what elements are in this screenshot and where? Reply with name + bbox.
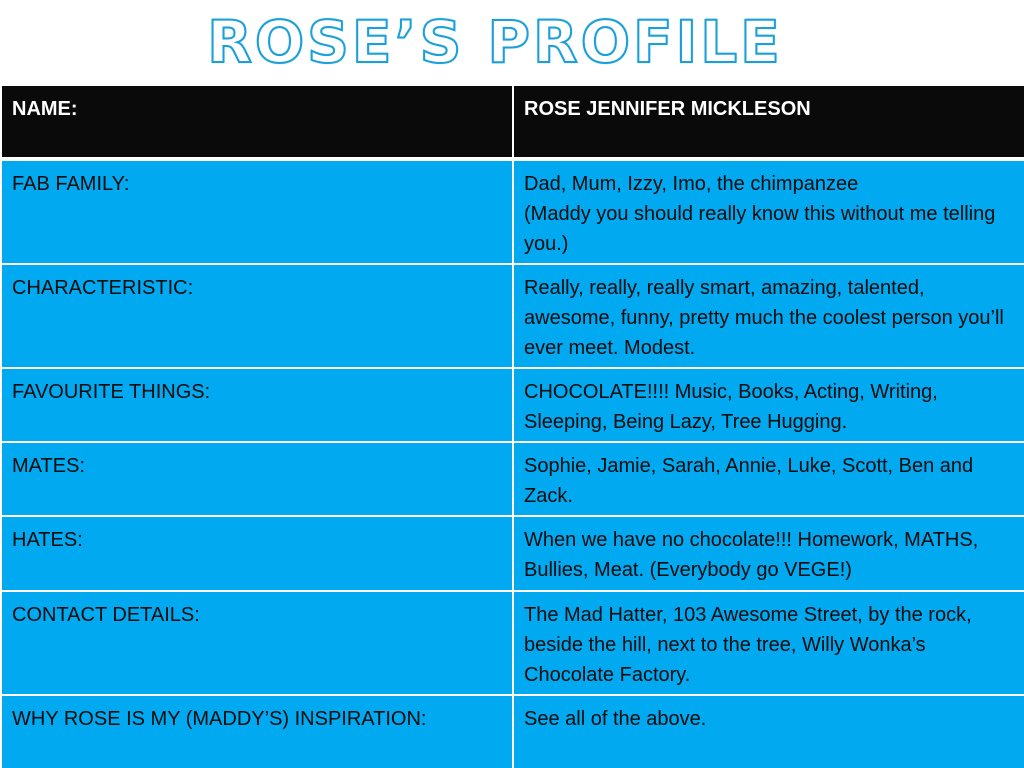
slide-title: ROSE’S PROFILE [207,8,783,76]
row-value [513,516,1024,591]
table-row [1,516,1024,591]
row-value [513,695,1024,768]
row-label: WHY ROSE IS MY (MADDY’S) INSPIRATION: [1,695,513,768]
table-row [1,442,1024,516]
row-value-line: The Mad Hatter, 103 Awesome Street, by the rock, beside the hill, next to the tree, Willy Wonka’s Chocolate Factory. [524,604,972,686]
row-value-line: Dad, Mum, Izzy, Imo, the chimpanzee [524,173,859,195]
row-label: CONTACT DETAILS: [1,591,513,695]
name-label: NAME: [1,85,513,159]
row-value-line: Sophie, Jamie, Sarah, Annie, Luke, Scott, Ben and Zack. [524,455,974,507]
row-value-line: Really, really, really smart, amazing, talented, awesome, funny, pretty much the coolest person you’ll ever meet. Modest. [524,277,1004,359]
row-value [513,591,1024,695]
row-label: MATES: [1,442,513,516]
table-row [1,695,1024,768]
row-label: CHARACTERISTIC: [1,264,513,368]
row-value [513,442,1024,516]
table-row [1,264,1024,368]
table-row [1,159,1024,264]
row-value [513,368,1024,442]
row-value-line: When we have no chocolate!!! Homework, MATHS, Bullies, Meat. (Everybody go VEGE!) [524,529,979,581]
row-value-line: CHOCOLATE!!!! Music, Books, Acting, Writing, Sleeping, Being Lazy, Tree Hugging. [524,381,938,433]
row-label: FAB FAMILY: [1,159,513,264]
row-value [513,264,1024,368]
row-value [513,159,1024,264]
row-label: HATES: [1,516,513,591]
row-label: FAVOURITE THINGS: [1,368,513,442]
table-header-row [1,85,1024,159]
profile-table [0,84,1024,768]
table-row [1,591,1024,695]
table-row [1,368,1024,442]
row-value-line: (Maddy you should really know this without me telling you.) [524,203,996,255]
row-value-line: See all of the above. [524,708,707,730]
name-value: ROSE JENNIFER MICKLESON [513,85,1024,159]
